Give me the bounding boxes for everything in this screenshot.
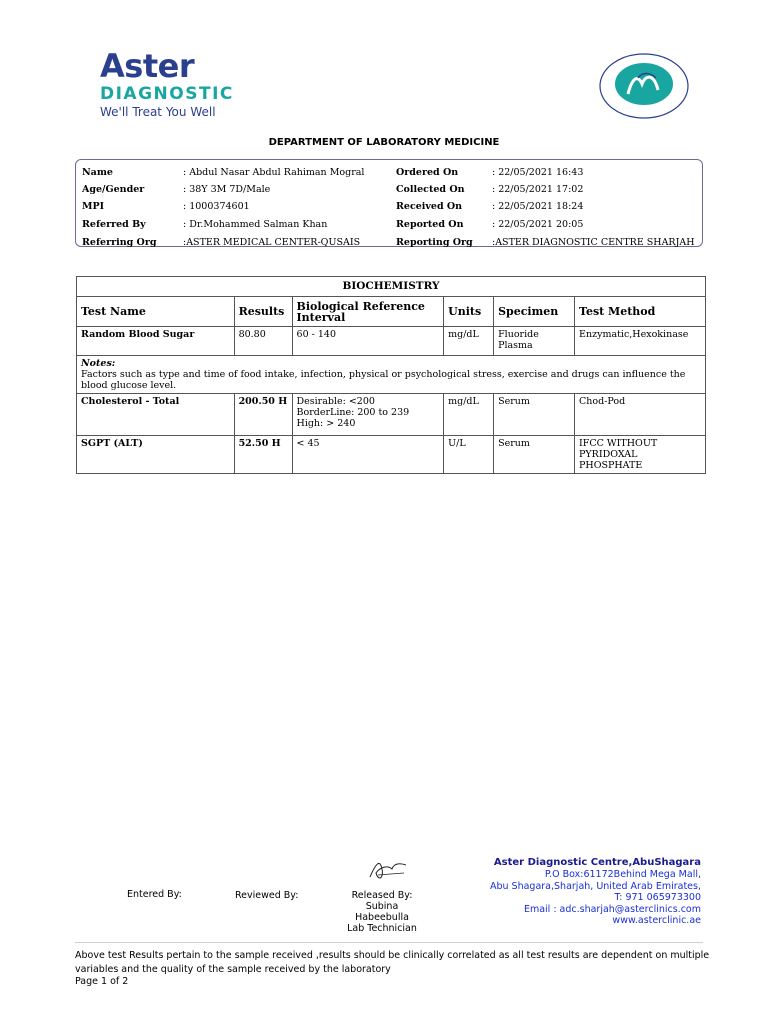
- page-number: Page 1 of 2: [75, 976, 129, 987]
- test-result: 80.80: [234, 327, 292, 356]
- released-by-name: Subina Habeebulla: [355, 901, 409, 923]
- released-by-label: Released By:: [351, 890, 413, 901]
- footer-divider: [75, 942, 703, 943]
- lab-name: Aster Diagnostic Centre,AbuShagara: [493, 857, 701, 868]
- right-label: Ordered On: [396, 167, 459, 178]
- reviewed-by-label: Reviewed By:: [235, 890, 299, 901]
- website-link[interactable]: www.asterclinic.ae: [612, 915, 701, 926]
- table-row: [77, 436, 706, 474]
- test-method: Enzymatic,Hexokinase: [575, 327, 706, 356]
- right-value: : 22/05/2021 18:24: [492, 201, 584, 212]
- released-by-role: Lab Technician: [347, 923, 417, 934]
- brand-logo-subtitle: DIAGNOSTIC: [100, 84, 234, 104]
- table-row: [77, 394, 706, 436]
- specimen: Serum: [494, 436, 575, 474]
- test-units: U/L: [444, 436, 494, 474]
- right-value: : 22/05/2021 20:05: [492, 219, 584, 230]
- right-value: : 22/05/2021 16:43: [492, 167, 584, 178]
- left-value: : Dr.Mohammed Salman Khan: [183, 219, 328, 230]
- email-link[interactable]: Email : adc.sharjah@asterclinics.com: [523, 903, 701, 915]
- left-label: Age/Gender: [82, 184, 145, 195]
- signature-icon: [366, 855, 410, 883]
- header-units: Units: [444, 297, 494, 327]
- test-method: Chod-Pod: [575, 394, 706, 436]
- right-value: :ASTER DIAGNOSTIC CENTRE SHARJAH: [492, 237, 695, 248]
- reference-range: < 45: [292, 436, 444, 474]
- notes: [77, 356, 706, 394]
- aster-dm-healthcare-seal-icon: [598, 52, 690, 120]
- left-value: : 38Y 3M 7D/Male: [183, 184, 271, 195]
- test-name: Random Blood Sugar: [77, 327, 235, 356]
- table-row: [77, 327, 706, 356]
- header-test-name: Test Name: [77, 297, 235, 327]
- patient-info-box: [75, 159, 703, 247]
- test-result: 52.50 H: [234, 436, 292, 474]
- right-label: Received On: [396, 201, 463, 212]
- entered-by-label: Entered By:: [127, 889, 182, 900]
- right-label: Reported On: [396, 219, 464, 230]
- right-label: Reporting Org: [396, 237, 473, 248]
- header-reference-interval: Biological Reference Interval: [292, 297, 444, 327]
- notes-row: [77, 356, 706, 394]
- phone: T: 971 065973300: [614, 892, 701, 903]
- left-value: :ASTER MEDICAL CENTER-QUSAIS: [183, 237, 361, 248]
- results-table: [76, 276, 706, 474]
- left-label: Referring Org: [82, 237, 157, 248]
- section-title: BIOCHEMISTRY: [77, 277, 706, 297]
- test-units: mg/dL: [444, 327, 494, 356]
- notes-label: Notes:: [81, 358, 116, 369]
- disclaimer: Above test Results pertain to the sample received ,results should be clinically correlated as all test results are dependent on multiple variables and the quality of the sample received by the laboratory: [75, 950, 710, 975]
- test-name: Cholesterol - Total: [77, 394, 235, 436]
- left-label: Name: [82, 167, 113, 178]
- reference-range: Desirable: <200 BorderLine: 200 to 239 High: > 240: [292, 394, 444, 436]
- right-label: Collected On: [396, 184, 465, 195]
- test-name: SGPT (ALT): [77, 436, 235, 474]
- left-value: : 1000374601: [183, 201, 250, 212]
- specimen: Serum: [494, 394, 575, 436]
- header-specimen: Specimen: [494, 297, 575, 327]
- right-value: : 22/05/2021 17:02: [492, 184, 584, 195]
- header-test-method: Test Method: [575, 297, 706, 327]
- address-line: P.O Box:61172Behind Mega Mall,: [544, 869, 701, 880]
- left-label: Referred By: [82, 219, 146, 230]
- test-method: IFCC WITHOUT PYRIDOXAL PHOSPHATE: [575, 436, 706, 474]
- department-title: DEPARTMENT OF LABORATORY MEDICINE: [268, 137, 500, 148]
- left-label: MPI: [82, 201, 105, 212]
- test-result: 200.50 H: [234, 394, 292, 436]
- left-value: : Abdul Nasar Abdul Rahiman Mogral: [183, 167, 365, 178]
- brand-logo-text: Aster: [100, 47, 195, 85]
- specimen: Fluoride Plasma: [494, 327, 575, 356]
- address-line: Abu Shagara,Sharjah, United Arab Emirates,: [489, 880, 701, 892]
- brand-tagline: We'll Treat You Well: [100, 105, 216, 119]
- lab-address: [478, 869, 701, 927]
- header-results: Results: [234, 297, 292, 327]
- notes-text: Factors such as type and time of food intake, infection, physical or psychological stress, exercise and drugs can influence the blood glucose level.: [81, 369, 686, 391]
- released-by-block: [338, 890, 426, 934]
- reference-range: 60 - 140: [292, 327, 444, 356]
- test-units: mg/dL: [444, 394, 494, 436]
